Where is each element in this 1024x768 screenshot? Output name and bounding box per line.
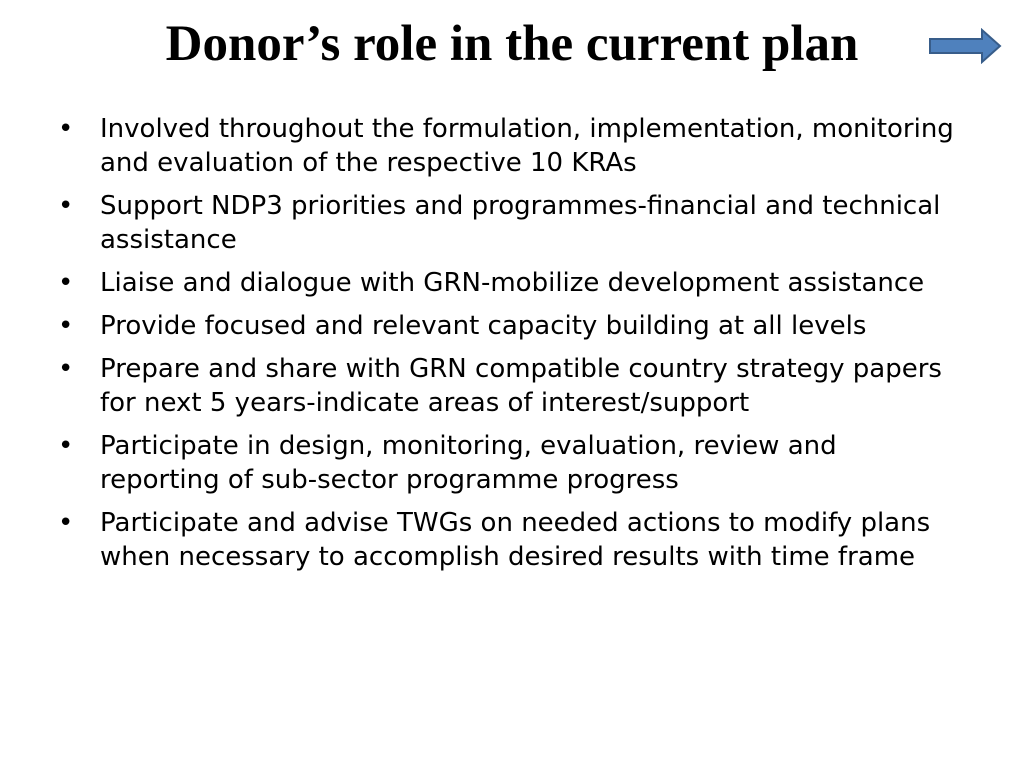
right-arrow-icon (928, 28, 1002, 64)
bullet-text: Participate and advise TWGs on needed actions to modify plans when necessary to accomplish desired results with time frame (100, 508, 931, 572)
bullet-item (56, 189, 956, 257)
bullet-marker: • (58, 114, 74, 144)
bullet-text: Prepare and share with GRN compatible country strategy papers for next 5 years-indicate areas of interest/support (100, 354, 942, 418)
bullet-text: Provide focused and relevant capacity building at all levels (100, 311, 867, 341)
next-slide-button[interactable] (928, 28, 1002, 64)
bullet-text: Support NDP3 priorities and programmes-financial and technical assistance (100, 191, 941, 255)
bullet-marker: • (58, 431, 74, 461)
bullet-item (56, 266, 956, 300)
bullet-marker: • (58, 191, 74, 221)
bullet-text: Liaise and dialogue with GRN-mobilize development assistance (100, 268, 925, 298)
bullet-text: Participate in design, monitoring, evaluation, review and reporting of sub-sector programme progress (100, 431, 837, 495)
bullet-item (56, 112, 956, 180)
bullet-list (56, 112, 956, 583)
bullet-text: Involved throughout the formulation, implementation, monitoring and evaluation of the respective 10 KRAs (100, 114, 954, 178)
bullet-marker: • (58, 354, 74, 384)
slide-title: Donor’s role in the current plan (165, 16, 859, 72)
bullet-marker: • (58, 311, 74, 341)
bullet-item (56, 506, 956, 574)
bullet-item (56, 309, 956, 343)
bullet-marker: • (58, 268, 74, 298)
bullet-item (56, 429, 956, 497)
bullet-marker: • (58, 508, 74, 538)
bullet-item (56, 352, 956, 420)
